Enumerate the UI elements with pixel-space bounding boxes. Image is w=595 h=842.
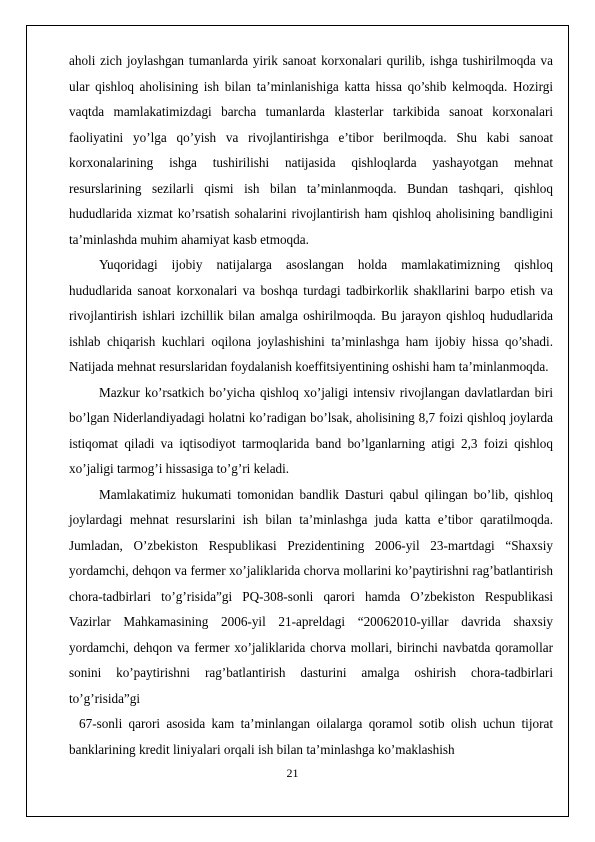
page-number-container xyxy=(0,766,595,781)
paragraph-2: Yuqoridagi ijobiy natijalarga asoslangan holda mamlakatimizning qishloq hududlarida sanoat korxonalari va boshqa turdagi tadbirkorlik shakllarini barpo etish va rivojlantirish ishlari izchillik bilan amalga oshirilmoqda. Bu jarayon qishloq hududlarida ishlab chiqarish kuchlari oqilona joylashishini ta’minlashga ham ijobiy hissa qo’shadi. Natijada mehnat resurslaridan foydalanish koeffitsiyentining oshishi ham ta’minlanmoqda. xyxy=(69,257,553,374)
paragraph-5: 67-sonli qarori asosida kam ta’minlangan oilalarga qoramol sotib olish uchun tijorat banklarining kredit liniyalari orqali ish bilan ta’minlashga ko’maklashish xyxy=(69,716,553,757)
document-body xyxy=(69,48,553,762)
paragraph-1: aholi zich joylashgan tumanlarda yirik sanoat korxonalari qurilib, ishga tushirilmoqda va ular qishloq aholisining ish bilan ta’minlanishiga katta hissa qo’shib kelmoqda. Hozirgi vaqtda mamlakatimizdagi barcha tumanlarda klasterlar tarkibida sanoat korxonalari faoliyatini yo’lga qo’yish va rivojlantirishga e’tibor berilmoqda. Shu kabi sanoat korxonalarining ishga tushirilishi natijasida qishloqlarda yashayotgan mehnat resurslarining sezilarli qismi ish bilan ta’minlanmoqda. Bundan tashqari, qishloq hududlarida xizmat ko’rsatish sohalarini rivojlantirish ham qishloq aholisining bandligini ta’minlashda muhim ahamiyat kasb etmoqda. xyxy=(69,53,553,247)
page-number: 21 xyxy=(286,766,299,780)
paragraph-3: Mazkur ko’rsatkich bo’yicha qishloq xo’jaligi intensiv rivojlangan davlatlardan biri bo’lgan Niderlandiyadagi holatni ko’radigan bo’lsak, aholisining 8,7 foizi qishloq joylarda istiqomat qiladi va iqtisodiyot tarmoqlarida band bo’lganlarning atigi 2,3 foizi qishloq xo’jaligi tarmog’i hissasiga to’g’ri keladi. xyxy=(69,384,553,476)
paragraph-4: Mamlakatimiz hukumati tomonidan bandlik Dasturi qabul qilingan bo’lib, qishloq joylardagi mehnat resurslarini ish bilan ta’minlashga juda katta e’tibor qaratilmoqda. Jumladan, O’zbekiston Respublikasi Prezidentining 2006-yil 23-martdagi “Shaxsiy yordamchi, dehqon va fermer xo’jaliklarida chorva mollarini ko’paytirishni rag’batlantirish chora-tadbirlari to’g’risida”gi PQ-308-sonli qarori hamda O’zbekiston Respublikasi Vazirlar Mahkamasining 2006-yil 21-apreldagi “20062010-yillar davrida shaxsiy yordamchi, dehqon va fermer xo’jaliklarida chorva mollari, birinchi navbatda qoramollar sonini ko’paytirishni rag’batlantirish dasturini amalga oshirish chora-tadbirlari to’g’risida”gi xyxy=(69,486,553,706)
